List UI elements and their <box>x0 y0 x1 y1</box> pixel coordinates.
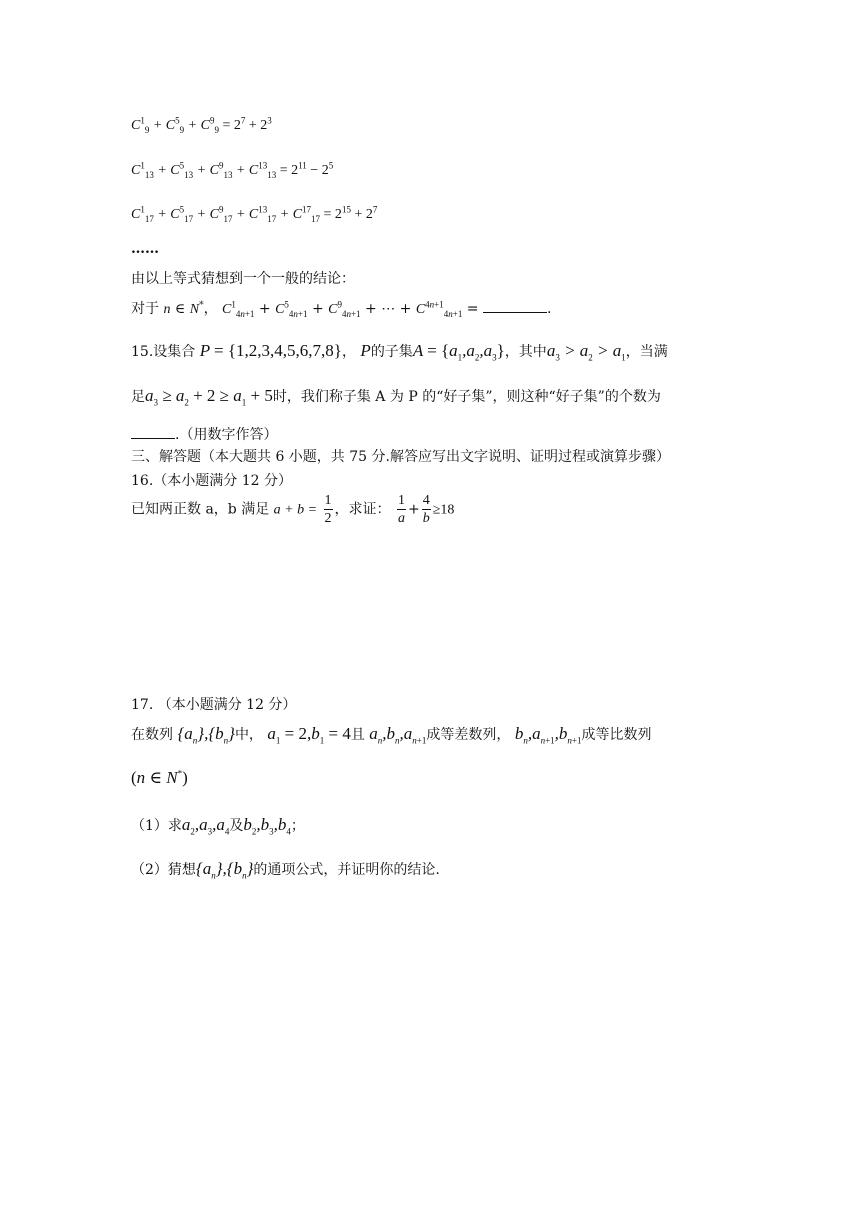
q15-number: 15. <box>131 344 154 360</box>
fraction-four-over-b: $\frac{4}{b}$ <box>422 493 430 526</box>
q17-part-1: （1）求$a_2,a_3,a_4$及$b_2,b_3,b_4$； <box>131 815 305 837</box>
q17-line-1: 在数列 $\{a_n\},\{b_n\}$中， $a_1 = 2,b_1 = 4$且 $a_n,b_n,a_{n+1}$成等差数列， $b_n,a_{n+1},b_{n+1}$成等比数列 <box>131 724 652 746</box>
q16-statement: 已知两正数 a，b 满足 a + b = $\frac{1}{2}$ ，求证： $\frac{1}{a}$ + $\frac{4}{b}$ ≥18 <box>131 493 455 526</box>
q15-text: 设集合 <box>153 344 196 360</box>
q15-text: ，当满 <box>625 344 668 360</box>
q17-text: 成等差数列， <box>426 727 511 743</box>
q15-line-2: 足$a_3 \ge a_2 + 2 \ge a_1 + 5$时，我们称子集 A 为 P 的“好子集”，则这种“好子集”的个数为 <box>131 386 661 408</box>
identity-line-2: $C^1_{13} + C^5_{13} + C^9_{13} + C^{13}_{13} = 2^{11} - 2^5$ <box>131 160 334 180</box>
q15-text: 时，我们称子集 A 为 P 的“好子集”，则这种“好子集”的个数为 <box>272 389 661 405</box>
q17-header: 17. （本小题满分 12 分） <box>131 697 297 713</box>
q17-text: 成等比数列 <box>581 727 652 743</box>
q17-text: 在数列 <box>131 727 173 743</box>
q17-part1-label: （1）求 <box>131 818 182 834</box>
q17-part2-label: （2）猜想 <box>131 862 196 878</box>
q14-end: . <box>546 301 552 317</box>
q17-text: ； <box>290 818 305 834</box>
q17-text: 的通项公式，并证明你的结论. <box>253 862 440 878</box>
q14-sep: ， <box>203 301 218 317</box>
q16-inequality: ≥18 <box>432 502 455 518</box>
conjecture-intro: 由以上等式猜想到一个一般的结论： <box>131 271 355 287</box>
q17-condition: (n ∈ N*) <box>131 768 188 787</box>
q15-text: ，其中 <box>504 344 547 360</box>
q15-note: .（用数字作答） <box>175 427 278 443</box>
fraction-one-over-a: $\frac{1}{a}$ <box>397 493 405 526</box>
q17-part-2: （2）猜想$\{a_n\},\{b_n\}$的通项公式，并证明你的结论. <box>131 859 440 881</box>
section-3-heading: 三、解答题（本大题共 6 小题，共 75 分.解答应写出文字说明、证明过程或演算步骤） <box>131 449 670 465</box>
q15-text: 的子集 <box>370 344 413 360</box>
identity-line-3: $C^1_{17} + C^5_{17} + C^9_{17} + C^{13}_{17} + C^{17}_{17} = 2^{15} + 2^7$ <box>131 204 378 224</box>
q17-text: 及 <box>229 818 244 834</box>
q14-prefix: 对于 <box>131 301 159 317</box>
q15-line-3 <box>131 424 277 444</box>
q15-text: 足 <box>131 389 145 405</box>
q17-text: 且 <box>350 727 365 743</box>
q17-text: 中， <box>234 727 263 743</box>
q16-text: ，求证： <box>334 501 391 518</box>
ellipsis: …… <box>131 241 159 257</box>
q15-text: ， <box>341 344 356 360</box>
fraction-one-half: $\frac{1}{2}$ <box>324 493 332 526</box>
q14-conjecture: 对于 n ∈ N*， $C^1_{4n+1} + C^5_{4n+1} + C^9_{4n+1}$ + ⋯ + $C^{4n+1}_{4n+1}$ = . <box>131 299 552 319</box>
identity-line-1: $C^1_9 + C^5_9 + C^9_9 = 2^7 + 2^3$ <box>131 115 272 135</box>
q16-text: 已知两正数 a，b 满足 <box>131 501 270 518</box>
q14-answer-blank[interactable] <box>483 300 547 313</box>
q15-line-1: 15.设集合 P = {1,2,3,4,5,6,7,8}， P的子集$A = \{a_1,a_2,a_3\}$，其中$a_3 > a_2 > a_1$，当满 <box>131 341 668 363</box>
q16-header: 16.（本小题满分 12 分） <box>131 473 292 489</box>
q15-answer-blank[interactable] <box>131 426 175 439</box>
